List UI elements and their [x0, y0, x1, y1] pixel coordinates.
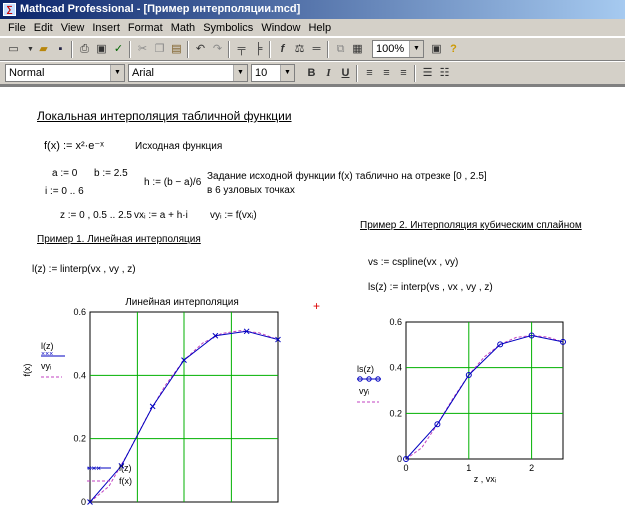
underline-button[interactable]: U: [341, 67, 350, 79]
undo-icon[interactable]: ↶: [195, 43, 206, 55]
cspline-definition[interactable]: vs := cspline(vx , vy): [368, 257, 459, 268]
print-preview-icon[interactable]: ▣: [96, 43, 107, 55]
example1-heading: Пример 1. Линейная интерполяция: [37, 234, 201, 245]
bold-button[interactable]: B: [307, 67, 316, 79]
h-definition[interactable]: h := (b − a)/6: [144, 177, 202, 188]
help-icon[interactable]: ?: [450, 43, 457, 55]
toolbar-separator: [129, 41, 131, 58]
align-down-icon[interactable]: ╞: [254, 43, 263, 55]
plot-frame: [406, 322, 563, 459]
vy-definition[interactable]: vyᵢ := f(vxᵢ): [210, 210, 257, 221]
func-caption: Исходная функция: [135, 141, 223, 152]
task-line2: в 6 узловых точках: [207, 185, 295, 196]
linterp-definition[interactable]: l(z) := linterp(vx , vy , z): [32, 264, 136, 275]
new-document-icon[interactable]: ▭: [8, 43, 19, 55]
component-icon[interactable]: ⧉: [336, 43, 345, 55]
plot1-outer-legend: [85, 462, 205, 492]
x-tick-label: 1: [466, 463, 472, 473]
z-definition[interactable]: z := 0 , 0.5 .. 2.5: [60, 210, 132, 221]
menu-insert[interactable]: Insert: [92, 22, 120, 34]
legend-label-f: f(x): [119, 476, 132, 486]
mathcad-app-icon[interactable]: ∑: [3, 3, 16, 16]
calculate-icon[interactable]: ═: [312, 43, 321, 55]
menu-math[interactable]: Math: [170, 22, 196, 34]
sheet-heading: Локальная интерполяция табличной функции: [37, 109, 292, 123]
plot2-xlabel: z , vxᵢ: [473, 474, 497, 484]
plot2-legend-1: ls(z): [357, 364, 374, 374]
print-icon[interactable]: ⎙: [80, 43, 89, 55]
align-left-icon[interactable]: ≡: [366, 67, 373, 79]
style-value: Normal: [9, 67, 45, 79]
font-size-value: 10: [255, 67, 268, 79]
y-tick-label: 0.4: [389, 362, 402, 373]
save-disk-icon[interactable]: ▪: [58, 43, 63, 55]
worksheet[interactable]: [0, 85, 625, 507]
italic-button[interactable]: I: [326, 67, 331, 79]
new-dropdown-icon[interactable]: ▼: [27, 46, 34, 53]
toolbar-separator: [269, 41, 271, 58]
toolbar-separator: [187, 41, 189, 58]
legend-label-l: l(z): [119, 463, 132, 473]
menu-help[interactable]: Help: [308, 22, 332, 34]
resource-center-icon[interactable]: ▣: [431, 43, 442, 55]
y-tick-label: 0.6: [73, 307, 86, 317]
toolbar-separator: [356, 65, 358, 82]
legend-marker-l: ×××: [87, 464, 102, 473]
insertion-cursor: +: [313, 299, 321, 313]
toolbar-separator: [228, 41, 230, 58]
y-tick-label: 0.6: [389, 317, 402, 327]
y-tick-label: 0.4: [73, 370, 86, 381]
cut-icon[interactable]: ✂: [137, 43, 148, 55]
i-definition[interactable]: i := 0 .. 6: [45, 186, 84, 197]
plot2-legend-2: vyᵢ: [359, 386, 370, 396]
menu-file[interactable]: File: [8, 22, 26, 34]
bullets-icon[interactable]: ☰: [422, 67, 433, 79]
toolbar-separator: [414, 65, 416, 82]
zoom-value: 100%: [376, 43, 405, 55]
y-tick-label: 0: [396, 454, 402, 464]
vx-definition[interactable]: vxᵢ := a + h·i: [134, 210, 188, 221]
chevron-down-icon[interactable]: ▼: [409, 41, 423, 57]
copy-icon[interactable]: ❐: [154, 43, 165, 55]
font-select[interactable]: [128, 64, 248, 82]
redo-icon[interactable]: ↷: [212, 43, 223, 55]
zoom-select[interactable]: [372, 40, 424, 58]
y-tick-label: 0.2: [73, 433, 86, 444]
chevron-down-icon[interactable]: ▼: [233, 65, 247, 81]
chevron-down-icon[interactable]: ▼: [280, 65, 294, 81]
insert-function-icon[interactable]: f: [280, 43, 285, 55]
align-center-icon[interactable]: ≡: [383, 67, 390, 79]
toolbar-separator: [327, 41, 329, 58]
task-line1: Задание исходной функции f(x) таблично на отрезке [0 , 2.5]: [207, 171, 487, 182]
x-tick-label: 0: [403, 463, 409, 473]
example2-heading: Пример 2. Интерполяция кубическим сплайном: [360, 220, 582, 231]
align-right-icon[interactable]: ≡: [400, 67, 407, 79]
series-line-dashed: [406, 335, 563, 459]
chevron-down-icon[interactable]: ▼: [110, 65, 124, 81]
plot1-title: Линейная интерполяция: [125, 297, 239, 308]
interp-definition[interactable]: ls(z) := interp(vs , vx , vy , z): [368, 282, 493, 293]
menu-symbolics[interactable]: Symbolics: [203, 22, 254, 34]
align-top-icon[interactable]: ╤: [237, 43, 246, 55]
plot1-legend-inner-markers: ×××: [41, 351, 54, 358]
data-point-cross: [150, 404, 155, 409]
cubic-spline-plot[interactable]: [355, 312, 585, 492]
font-size-select[interactable]: [251, 64, 295, 82]
window-title: Mathcad Professional - [Пример интерполяции.mcd]: [20, 3, 301, 15]
menu-window[interactable]: Window: [261, 22, 301, 34]
y-tick-label: 0: [80, 497, 86, 507]
b-definition[interactable]: b := 2.5: [94, 168, 128, 179]
menu-edit[interactable]: Edit: [33, 22, 53, 34]
style-select[interactable]: [5, 64, 125, 82]
resource-icon[interactable]: ▦: [352, 43, 363, 55]
plot1-legend-inner-1: l(z): [41, 341, 54, 351]
title-bar: [0, 0, 625, 19]
plot1-legend-inner-2: vyᵢ: [41, 361, 52, 371]
menu-format[interactable]: Format: [127, 22, 163, 34]
paste-icon[interactable]: ▤: [171, 43, 182, 55]
a-definition[interactable]: a := 0: [52, 168, 78, 179]
func-definition[interactable]: f(x) := x²·e⁻ˣ: [44, 140, 104, 152]
series-line-solid: [406, 335, 563, 459]
spell-check-icon[interactable]: ✓: [113, 43, 124, 55]
standard-toolbar: [0, 37, 625, 61]
open-folder-icon[interactable]: ▰: [39, 43, 48, 55]
menu-view[interactable]: View: [60, 22, 85, 34]
x-tick-label: 2: [529, 463, 535, 473]
insert-unit-icon[interactable]: ⚖: [294, 43, 305, 55]
menu-bar: [0, 19, 625, 37]
font-value: Arial: [132, 67, 155, 79]
plot1-ylabel: f(x): [22, 363, 32, 377]
formatting-toolbar: [0, 61, 625, 85]
numbering-icon[interactable]: ☷: [439, 67, 450, 79]
y-tick-label: 0.2: [389, 408, 402, 419]
toolbar-separator: [71, 41, 73, 58]
